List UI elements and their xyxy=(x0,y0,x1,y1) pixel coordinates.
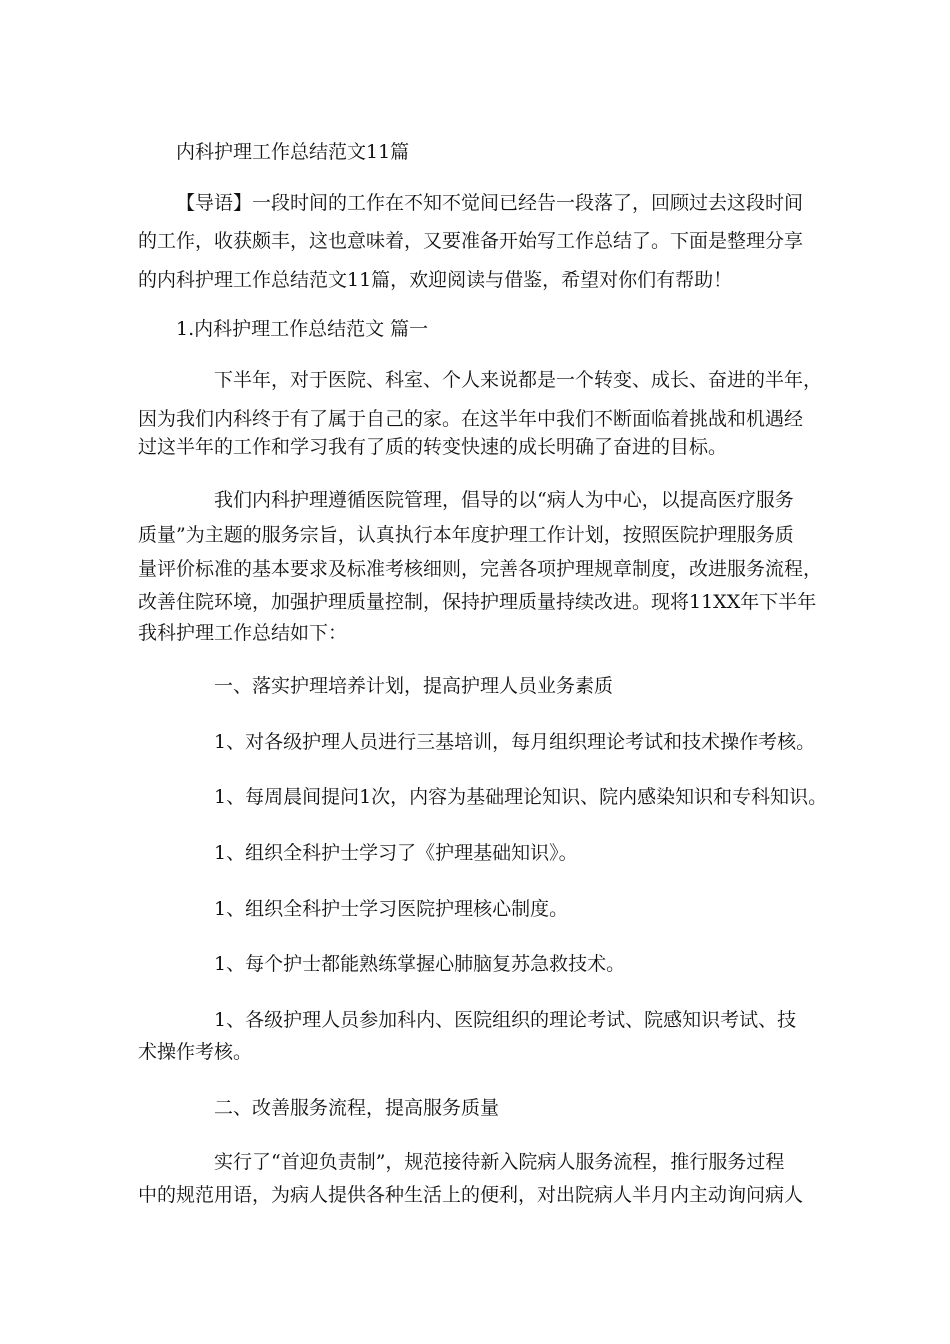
list-item-6-line-2: 术操作考核。 xyxy=(138,1041,253,1063)
list-item-6-line-1: 1、各级护理人员参加科内、医院组织的理论考试、院感知识考试、技 xyxy=(214,1009,797,1031)
intro-line-1: 【导语】一段时间的工作在不知不觉间已经告一段落了，回顾过去这段时间 xyxy=(176,192,804,214)
paragraph-2-line-1: 我们内科护理遵循医院管理，倡导的以“病人为中心，以提高医疗服务 xyxy=(214,489,794,511)
intro-line-2: 的工作，收获颇丰，这也意味着，又要准备开始写工作总结了。下面是整理分享 xyxy=(138,230,804,252)
paragraph-3-line-1: 实行了“首迎负责制”，规范接待新入院病人服务流程，推行服务过程 xyxy=(214,1151,785,1173)
list-item-1: 1、对各级护理人员进行三基培训，每月组织理论考试和技术操作考核。 xyxy=(214,731,816,753)
heading-one: 一、落实护理培养计划，提高护理人员业务素质 xyxy=(214,675,614,697)
list-item-3: 1、组织全科护士学习了《护理基础知识》。 xyxy=(214,842,578,864)
intro-line-3: 的内科护理工作总结范文11篇，欢迎阅读与借鉴，希望对你们有帮助！ xyxy=(138,269,733,291)
paragraph-2-line-5: 我科护理工作总结如下： xyxy=(138,622,348,644)
paragraph-2-line-2: 质量”为主题的服务宗旨，认真执行本年度护理工作计划，按照医院护理服务质 xyxy=(138,524,794,546)
paragraph-2-line-3: 量评价标准的基本要求及标准考核细则，完善各项护理规章制度，改进服务流程， xyxy=(138,558,823,580)
paragraph-1-line-3: 过这半年的工作和学习我有了质的转变快速的成长明确了奋进的目标。 xyxy=(138,436,728,458)
heading-two: 二、改善服务流程，提高服务质量 xyxy=(214,1097,500,1119)
paragraph-1-line-1: 下半年，对于医院、科室、个人来说都是一个转变、成长、奋进的半年， xyxy=(214,369,823,391)
paragraph-1-line-2: 因为我们内科终于有了属于自己的家。在这半年中我们不断面临着挑战和机遇经 xyxy=(138,408,804,430)
paragraph-3-line-2: 中的规范用语，为病人提供各种生活上的便利，对出院病人半月内主动询问病人 xyxy=(138,1184,804,1206)
list-item-5: 1、每个护士都能熟练掌握心肺脑复苏急救技术。 xyxy=(214,953,626,975)
paragraph-2-line-4: 改善住院环境，加强护理质量控制，保持护理质量持续改进。现将11XX年下半年 xyxy=(138,591,817,613)
list-item-4: 1、组织全科护士学习医院护理核心制度。 xyxy=(214,898,569,920)
list-item-2: 1、每周晨间提问1次，内容为基础理论知识、院内感染知识和专科知识。 xyxy=(214,786,828,808)
section-1-heading: 1.内科护理工作总结范文 篇一 xyxy=(176,318,429,340)
document-title: 内科护理工作总结范文11篇 xyxy=(176,141,410,163)
